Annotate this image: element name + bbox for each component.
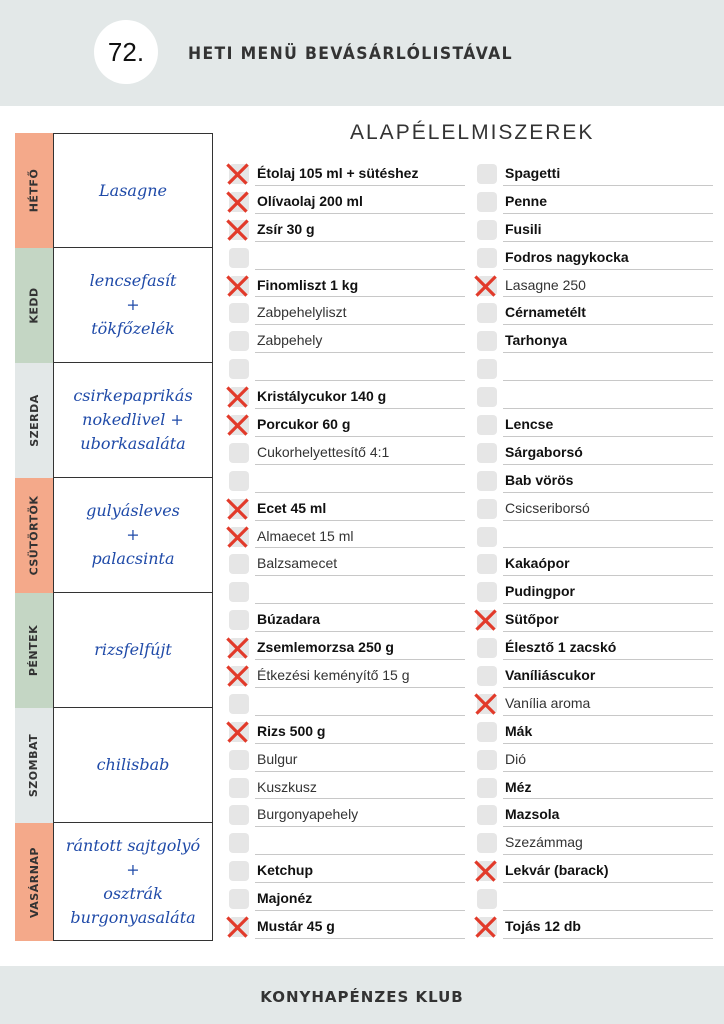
checkbox[interactable] bbox=[229, 331, 249, 351]
cross-mark-icon bbox=[472, 857, 499, 884]
list-item-label: Zabpehely bbox=[257, 332, 323, 349]
checkbox[interactable] bbox=[477, 471, 497, 491]
checkbox[interactable] bbox=[477, 331, 497, 351]
row-divider bbox=[255, 408, 465, 409]
row-divider bbox=[255, 380, 465, 381]
list-item bbox=[473, 829, 713, 857]
list-item-label: Csicseriborsó bbox=[505, 499, 590, 516]
list-item bbox=[473, 439, 713, 467]
cross-mark-icon bbox=[224, 383, 251, 410]
list-item-label: Bab vörös bbox=[505, 471, 574, 488]
checkbox[interactable] bbox=[229, 248, 249, 268]
list-item-label: Dió bbox=[505, 750, 527, 767]
list-item bbox=[473, 495, 713, 523]
row-divider bbox=[255, 185, 465, 186]
row-divider bbox=[503, 631, 713, 632]
checkbox[interactable] bbox=[477, 359, 497, 379]
row-divider bbox=[255, 324, 465, 325]
row-divider bbox=[255, 603, 465, 604]
day-menu-text: csirkepaprikás nokedlivel + uborkasaláta bbox=[73, 386, 193, 453]
row-divider bbox=[503, 269, 713, 270]
list-item-label: Zsír 30 g bbox=[257, 220, 315, 237]
list-item-label: Ketchup bbox=[257, 862, 313, 879]
list-item-label: Olívaolaj 200 ml bbox=[257, 192, 363, 209]
list-item bbox=[473, 662, 713, 690]
checkbox[interactable] bbox=[229, 359, 249, 379]
day-tab bbox=[15, 823, 53, 941]
list-item-label: Szezámmag bbox=[505, 834, 583, 851]
checkbox[interactable] bbox=[229, 582, 249, 602]
day-tab bbox=[15, 363, 53, 478]
list-item bbox=[473, 383, 713, 411]
day-menu-cell bbox=[53, 133, 213, 248]
list-item bbox=[225, 160, 465, 188]
list-item-label: Vaníliáscukor bbox=[505, 667, 596, 684]
weekly-menu-table bbox=[15, 133, 213, 941]
row-divider bbox=[255, 241, 465, 242]
day-row bbox=[15, 708, 213, 823]
list-item bbox=[225, 690, 465, 718]
row-divider bbox=[255, 743, 465, 744]
list-item bbox=[473, 244, 713, 272]
row-divider bbox=[255, 575, 465, 576]
row-divider bbox=[255, 352, 465, 353]
row-divider bbox=[503, 798, 713, 799]
checkbox[interactable] bbox=[477, 192, 497, 212]
day-menu-cell bbox=[53, 708, 213, 823]
list-item bbox=[225, 634, 465, 662]
row-divider bbox=[503, 352, 713, 353]
list-item bbox=[473, 606, 713, 634]
row-divider bbox=[503, 910, 713, 911]
list-item-label: Balzsamecet bbox=[257, 555, 338, 572]
list-item bbox=[473, 578, 713, 606]
cross-mark-icon bbox=[472, 272, 499, 299]
list-item bbox=[225, 411, 465, 439]
row-divider bbox=[503, 436, 713, 437]
footer bbox=[0, 966, 724, 1024]
checkbox[interactable] bbox=[477, 387, 497, 407]
list-item-label: Tarhonya bbox=[505, 332, 567, 349]
checkbox[interactable] bbox=[229, 610, 249, 630]
list-item-label: Rizs 500 g bbox=[257, 722, 326, 739]
day-tab bbox=[15, 478, 53, 593]
checkbox[interactable] bbox=[477, 527, 497, 547]
row-divider bbox=[255, 938, 465, 939]
row-divider bbox=[503, 324, 713, 325]
cross-mark-icon bbox=[224, 188, 251, 215]
list-item bbox=[225, 774, 465, 802]
list-item-label: Cérnametélt bbox=[505, 304, 586, 321]
list-item bbox=[225, 272, 465, 300]
row-divider bbox=[255, 854, 465, 855]
list-item-label: Sütőpor bbox=[505, 611, 559, 628]
checkbox[interactable] bbox=[477, 164, 497, 184]
list-item-label: Almaecet 15 ml bbox=[257, 527, 354, 544]
checkbox[interactable] bbox=[477, 638, 497, 658]
list-item-label: Lekvár (barack) bbox=[505, 862, 609, 879]
list-item bbox=[225, 662, 465, 690]
list-item bbox=[473, 718, 713, 746]
list-item-label: Penne bbox=[505, 192, 548, 209]
row-divider bbox=[503, 547, 713, 548]
checkbox[interactable] bbox=[477, 248, 497, 268]
list-item bbox=[225, 355, 465, 383]
row-divider bbox=[255, 798, 465, 799]
day-menu-cell bbox=[53, 593, 213, 708]
list-item bbox=[225, 913, 465, 941]
row-divider bbox=[255, 631, 465, 632]
list-item bbox=[225, 299, 465, 327]
menu-number: 72. bbox=[107, 36, 145, 67]
list-item bbox=[225, 578, 465, 606]
list-item-label: Majonéz bbox=[257, 890, 313, 907]
row-divider bbox=[255, 910, 465, 911]
day-name: SZOMBAT bbox=[27, 733, 41, 798]
list-item bbox=[473, 523, 713, 551]
section-title: ALAPÉLELMISZEREK bbox=[350, 121, 595, 144]
list-item-label: Mazsola bbox=[505, 806, 560, 823]
list-item bbox=[473, 327, 713, 355]
row-divider bbox=[255, 687, 465, 688]
day-menu-text: gulyásleves + palacsinta bbox=[86, 501, 180, 568]
row-divider bbox=[503, 492, 713, 493]
checkbox[interactable] bbox=[477, 443, 497, 463]
list-item bbox=[225, 746, 465, 774]
cross-mark-icon bbox=[224, 718, 251, 745]
list-item bbox=[225, 244, 465, 272]
row-divider bbox=[503, 882, 713, 883]
list-item-label: Spagetti bbox=[505, 165, 561, 181]
list-item-label: Mustár 45 g bbox=[257, 918, 335, 935]
checkbox[interactable] bbox=[477, 805, 497, 825]
day-menu-cell bbox=[53, 248, 213, 363]
day-name: HÉTFŐ bbox=[27, 168, 41, 213]
list-item bbox=[225, 216, 465, 244]
list-item bbox=[225, 829, 465, 857]
header bbox=[0, 0, 724, 106]
checkbox[interactable] bbox=[229, 861, 249, 881]
page-title: HETI MENÜ BEVÁSÁRLÓLISTÁVAL bbox=[188, 44, 513, 64]
row-divider bbox=[503, 715, 713, 716]
row-divider bbox=[255, 659, 465, 660]
list-item bbox=[473, 411, 713, 439]
day-name: VASÁRNAP bbox=[27, 846, 41, 918]
cross-mark-icon bbox=[224, 523, 251, 550]
checkbox[interactable] bbox=[477, 750, 497, 770]
list-item-label: Búzadara bbox=[257, 611, 321, 628]
list-item-label: Élesztő 1 zacskó bbox=[505, 639, 617, 656]
day-menu-text: Lasagne bbox=[99, 180, 167, 200]
list-item-label: Lencse bbox=[505, 416, 554, 433]
row-divider bbox=[503, 575, 713, 576]
list-item-label: Mák bbox=[505, 722, 533, 739]
day-menu-cell bbox=[53, 363, 213, 478]
list-item-label: Bulgur bbox=[257, 750, 298, 767]
row-divider bbox=[503, 408, 713, 409]
checkbox[interactable] bbox=[229, 750, 249, 770]
cross-mark-icon bbox=[472, 606, 499, 633]
row-divider bbox=[255, 826, 465, 827]
list-item bbox=[225, 718, 465, 746]
row-divider bbox=[255, 213, 465, 214]
list-item bbox=[473, 550, 713, 578]
checkbox[interactable] bbox=[229, 443, 249, 463]
list-item bbox=[225, 523, 465, 551]
day-row bbox=[15, 248, 213, 363]
day-menu-text: rántott sajtgolyó + osztrák burgonyasaláta bbox=[65, 835, 201, 927]
day-tab bbox=[15, 593, 53, 708]
list-item-label: Fodros nagykocka bbox=[505, 248, 629, 265]
row-divider bbox=[255, 436, 465, 437]
row-divider bbox=[503, 854, 713, 855]
cross-mark-icon bbox=[224, 411, 251, 438]
list-item-label: Porcukor 60 g bbox=[257, 416, 351, 433]
checkbox[interactable] bbox=[477, 722, 497, 742]
row-divider bbox=[255, 771, 465, 772]
day-menu-cell bbox=[53, 478, 213, 593]
row-divider bbox=[503, 826, 713, 827]
list-item bbox=[225, 383, 465, 411]
footer-title: KONYHAPÉNZES KLUB bbox=[260, 988, 464, 1006]
row-divider bbox=[503, 185, 713, 186]
row-divider bbox=[503, 296, 713, 297]
list-item bbox=[473, 690, 713, 718]
day-row bbox=[15, 823, 213, 941]
cross-mark-icon bbox=[224, 216, 251, 243]
list-item-label: Étkezési keményítő 15 g bbox=[257, 667, 410, 684]
checkbox[interactable] bbox=[477, 582, 497, 602]
row-divider bbox=[255, 296, 465, 297]
day-name: SZERDA bbox=[27, 394, 41, 447]
row-divider bbox=[255, 492, 465, 493]
row-divider bbox=[503, 743, 713, 744]
row-divider bbox=[255, 464, 465, 465]
checkbox[interactable] bbox=[229, 554, 249, 574]
list-item bbox=[473, 746, 713, 774]
row-divider bbox=[255, 715, 465, 716]
list-item bbox=[473, 885, 713, 913]
checkbox[interactable] bbox=[229, 694, 249, 714]
list-item bbox=[473, 634, 713, 662]
list-item-label: Lasagne 250 bbox=[505, 276, 586, 293]
list-item-label: Pudingpor bbox=[505, 583, 575, 600]
list-item bbox=[473, 774, 713, 802]
day-menu-text: lencsefasít + tökfőzelék bbox=[89, 271, 177, 338]
cross-mark-icon bbox=[224, 913, 251, 940]
checkbox[interactable] bbox=[229, 889, 249, 909]
day-name: KEDD bbox=[27, 287, 41, 324]
list-item-label: Ecet 45 ml bbox=[257, 499, 327, 516]
row-divider bbox=[503, 464, 713, 465]
checkbox[interactable] bbox=[477, 889, 497, 909]
row-divider bbox=[503, 213, 713, 214]
list-item-label: Kuszkusz bbox=[257, 778, 317, 795]
list-item-label: Zsemlemorzsa 250 g bbox=[257, 639, 394, 656]
list-item-label: Zabpehelyliszt bbox=[257, 304, 347, 321]
list-item bbox=[473, 467, 713, 495]
list-item bbox=[225, 885, 465, 913]
checkbox[interactable] bbox=[229, 471, 249, 491]
list-item-label: Vanília aroma bbox=[505, 694, 591, 711]
cross-mark-icon bbox=[224, 662, 251, 689]
day-row bbox=[15, 478, 213, 593]
cross-mark-icon bbox=[224, 495, 251, 522]
checkbox[interactable] bbox=[477, 833, 497, 853]
checkbox[interactable] bbox=[229, 303, 249, 323]
day-menu-cell bbox=[53, 823, 213, 941]
list-item bbox=[225, 857, 465, 885]
cross-mark-icon bbox=[224, 160, 251, 187]
list-item bbox=[225, 467, 465, 495]
row-divider bbox=[503, 659, 713, 660]
shopping-list-right bbox=[473, 160, 713, 941]
list-item bbox=[225, 606, 465, 634]
row-divider bbox=[503, 938, 713, 939]
list-item bbox=[473, 801, 713, 829]
list-item bbox=[473, 160, 713, 188]
day-tab bbox=[15, 133, 53, 248]
row-divider bbox=[255, 269, 465, 270]
row-divider bbox=[503, 520, 713, 521]
cross-mark-icon bbox=[472, 913, 499, 940]
list-item bbox=[473, 913, 713, 941]
row-divider bbox=[503, 771, 713, 772]
list-item bbox=[473, 272, 713, 300]
list-item bbox=[225, 550, 465, 578]
list-item bbox=[473, 299, 713, 327]
day-tab bbox=[15, 708, 53, 823]
day-row bbox=[15, 363, 213, 478]
row-divider bbox=[503, 687, 713, 688]
list-item-label: Méz bbox=[505, 778, 532, 795]
day-name: PÉNTEK bbox=[27, 624, 41, 677]
list-item bbox=[473, 857, 713, 885]
cross-mark-icon bbox=[224, 272, 251, 299]
checkbox[interactable] bbox=[477, 303, 497, 323]
list-item bbox=[225, 327, 465, 355]
list-item-label: Sárgaborsó bbox=[505, 443, 583, 460]
list-item-label: Burgonyapehely bbox=[257, 806, 359, 823]
row-divider bbox=[255, 520, 465, 521]
day-menu-text: rizsfelfújt bbox=[94, 640, 172, 659]
cross-mark-icon bbox=[224, 634, 251, 661]
row-divider bbox=[503, 241, 713, 242]
day-row bbox=[15, 593, 213, 708]
list-item bbox=[473, 355, 713, 383]
row-divider bbox=[255, 547, 465, 548]
list-item-label: Finomliszt 1 kg bbox=[257, 276, 359, 293]
checkbox[interactable] bbox=[477, 499, 497, 519]
checkbox[interactable] bbox=[477, 220, 497, 240]
checkbox[interactable] bbox=[477, 415, 497, 435]
row-divider bbox=[503, 603, 713, 604]
checkbox[interactable] bbox=[477, 666, 497, 686]
list-item-label: Étolaj 105 ml + sütéshez bbox=[257, 165, 419, 181]
list-item-label: Cukorhelyettesítő 4:1 bbox=[257, 443, 390, 460]
list-item-label: Tojás 12 db bbox=[505, 918, 581, 935]
row-divider bbox=[503, 380, 713, 381]
list-item bbox=[473, 216, 713, 244]
list-item-label: Kakaópor bbox=[505, 555, 570, 572]
list-item bbox=[225, 801, 465, 829]
day-name: CSÜTÖRTÖK bbox=[27, 495, 41, 576]
checkbox[interactable] bbox=[477, 778, 497, 798]
list-item bbox=[225, 188, 465, 216]
day-menu-text: chilisbab bbox=[96, 755, 170, 774]
list-item bbox=[473, 188, 713, 216]
menu-number-badge bbox=[94, 20, 158, 84]
checkbox[interactable] bbox=[229, 833, 249, 853]
day-row bbox=[15, 133, 213, 248]
cross-mark-icon bbox=[472, 690, 499, 717]
checkbox[interactable] bbox=[229, 778, 249, 798]
list-item bbox=[225, 495, 465, 523]
day-tab bbox=[15, 248, 53, 363]
checkbox[interactable] bbox=[229, 805, 249, 825]
list-item-label: Kristálycukor 140 g bbox=[257, 388, 387, 405]
shopping-list-left bbox=[225, 160, 465, 941]
list-item bbox=[225, 439, 465, 467]
checkbox[interactable] bbox=[477, 554, 497, 574]
row-divider bbox=[255, 882, 465, 883]
list-item-label: Fusili bbox=[505, 220, 542, 237]
